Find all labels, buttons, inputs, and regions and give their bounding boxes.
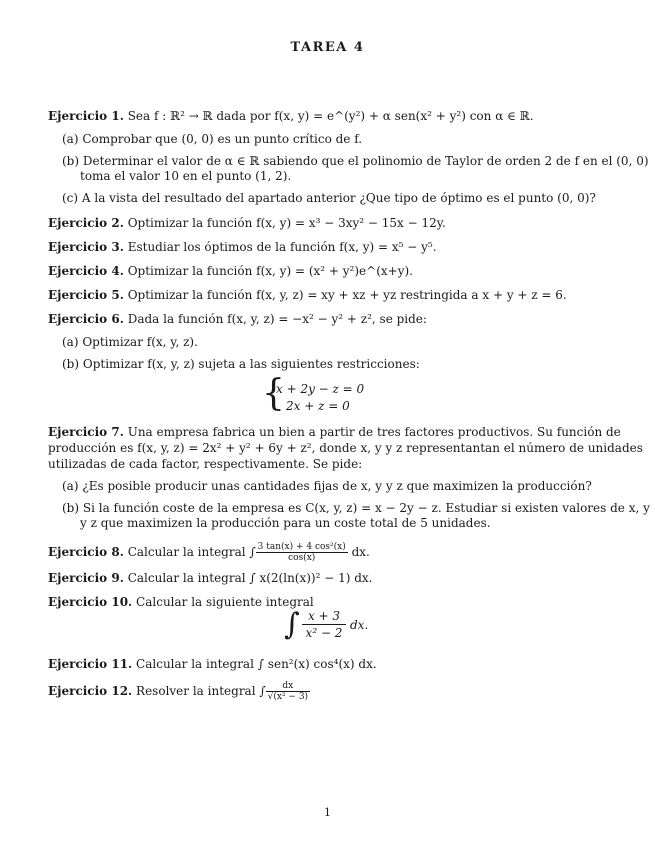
exercise-8-tail: dx. xyxy=(347,545,370,559)
exercise-10-label: Ejercicio 10. xyxy=(48,595,133,609)
exercise-7-line3: utilizadas de cada factor, respectivamente. Se pide: xyxy=(48,457,363,471)
exercise-10 xyxy=(48,594,314,610)
exercise-10-text: Calcular la siguiente integral xyxy=(132,595,314,609)
exercise-2 xyxy=(48,215,446,231)
exercise-7-part-b-line1: (b) Si la función coste de la empresa es C(x, y, z) = x − 2y − z. Estudiar si existen valores de x, y xyxy=(62,501,650,515)
exercise-4-label: Ejercicio 4. xyxy=(48,264,124,278)
exercise-1-part-a: (a) Comprobar que (0, 0) es un punto crítico de f. xyxy=(62,132,363,146)
exercise-10-numerator: x + 3 xyxy=(302,608,346,625)
constraint-2: 2x + z = 0 xyxy=(286,399,350,413)
exercise-1-text: Sea f : ℝ² → ℝ dada por f(x, y) = e^(y²) + α sen(x² + y²) con α ∈ ℝ. xyxy=(123,109,534,123)
page-number: 1 xyxy=(324,806,331,819)
constraint-1: x + 2y − z = 0 xyxy=(276,382,365,396)
exercise-11-label: Ejercicio 11. xyxy=(48,657,133,671)
exercise-11-text: Calcular la integral ∫ sen²(x) cos⁴(x) dx. xyxy=(132,657,377,671)
exercise-2-label: Ejercicio 2. xyxy=(48,216,124,230)
exercise-12-text: Resolver la integral ∫ xyxy=(132,684,266,698)
exercise-8-label: Ejercicio 8. xyxy=(48,545,124,559)
exercise-12-denominator: √(x² − 3) xyxy=(267,692,309,702)
exercise-1-part-c: (c) A la vista del resultado del apartado anterior ¿Que tipo de óptimo es el punto (0, 0)? xyxy=(62,191,596,205)
exercise-1-label: Ejercicio 1. xyxy=(48,109,124,123)
exercise-1-part-b-line1: (b) Determinar el valor de α ∈ ℝ sabiendo que el polinomio de Taylor de orden 2 de f en el (0, 0) xyxy=(62,154,649,168)
exercise-1 xyxy=(48,108,534,124)
exercise-10-denominator: x² − 2 xyxy=(305,626,343,640)
exercise-5 xyxy=(48,287,567,303)
exercise-5-label: Ejercicio 5. xyxy=(48,288,124,302)
exercise-12-numerator: dx xyxy=(266,681,310,692)
exercise-4 xyxy=(48,263,413,279)
exercise-11 xyxy=(48,656,377,672)
exercise-5-text: Optimizar la función f(x, y, z) = xy + xz + yz restringida a x + y + z = 6. xyxy=(123,288,567,302)
exercise-7-label: Ejercicio 7. xyxy=(48,425,124,439)
exercise-10-differential: dx. xyxy=(350,618,369,632)
document-title: TAREA 4 xyxy=(290,40,365,55)
exercise-7-part-a: (a) ¿Es posible producir unas cantidades fijas de x, y y z que maximizen la producción? xyxy=(62,479,592,493)
exercise-7-line1: Una empresa fabrica un bien a partir de tres factores productivos. Su función de xyxy=(123,425,621,439)
exercise-3-text: Estudiar los óptimos de la función f(x, y) = x⁵ − y⁵. xyxy=(123,240,437,254)
exercise-3-label: Ejercicio 3. xyxy=(48,240,124,254)
exercise-12-label: Ejercicio 12. xyxy=(48,684,133,698)
exercise-9-text: Calcular la integral ∫ x(2(ln(x))² − 1) dx. xyxy=(123,571,373,585)
exercise-10-fraction xyxy=(302,608,346,641)
system-brace: { xyxy=(262,373,285,414)
exercise-8 xyxy=(48,542,370,563)
exercise-7-line2: producción es f(x, y, z) = 2x² + y² + 6y + z², donde x, y y z representantan el número de unidades xyxy=(48,441,643,455)
exercise-9 xyxy=(48,570,373,586)
exercise-6-label: Ejercicio 6. xyxy=(48,312,124,326)
integral-sign: ∫ xyxy=(284,607,300,642)
exercise-2-text: Optimizar la función f(x, y) = x³ − 3xy² − 15x − 12y. xyxy=(123,216,446,230)
constraint-system xyxy=(262,373,392,416)
exercise-6-text: Dada la función f(x, y, z) = −x² − y² + z², se pide: xyxy=(123,312,427,326)
exercise-7-part-b-line2: y z que maximizen la producción para un coste total de 5 unidades. xyxy=(80,516,491,530)
exercise-6 xyxy=(48,311,427,327)
exercise-9-label: Ejercicio 9. xyxy=(48,571,124,585)
exercise-3 xyxy=(48,239,437,255)
exercise-6-part-b: (b) Optimizar f(x, y, z) sujeta a las siguientes restricciones: xyxy=(62,357,420,371)
exercise-1-part-b-line2: toma el valor 10 en el punto (1, 2). xyxy=(80,169,292,183)
exercise-12-fraction xyxy=(266,681,310,702)
exercise-8-denominator: cos(x) xyxy=(288,553,316,563)
exercise-8-text: Calcular la integral ∫ xyxy=(123,545,256,559)
exercise-8-fraction xyxy=(256,542,348,563)
exercise-8-numerator: 3 tan(x) + 4 cos²(x) xyxy=(257,542,346,552)
exercise-7 xyxy=(48,424,621,440)
exercise-6-part-a: (a) Optimizar f(x, y, z). xyxy=(62,335,198,349)
exercise-4-text: Optimizar la función f(x, y) = (x² + y²)e^(x+y). xyxy=(123,264,413,278)
exercise-12 xyxy=(48,681,310,702)
